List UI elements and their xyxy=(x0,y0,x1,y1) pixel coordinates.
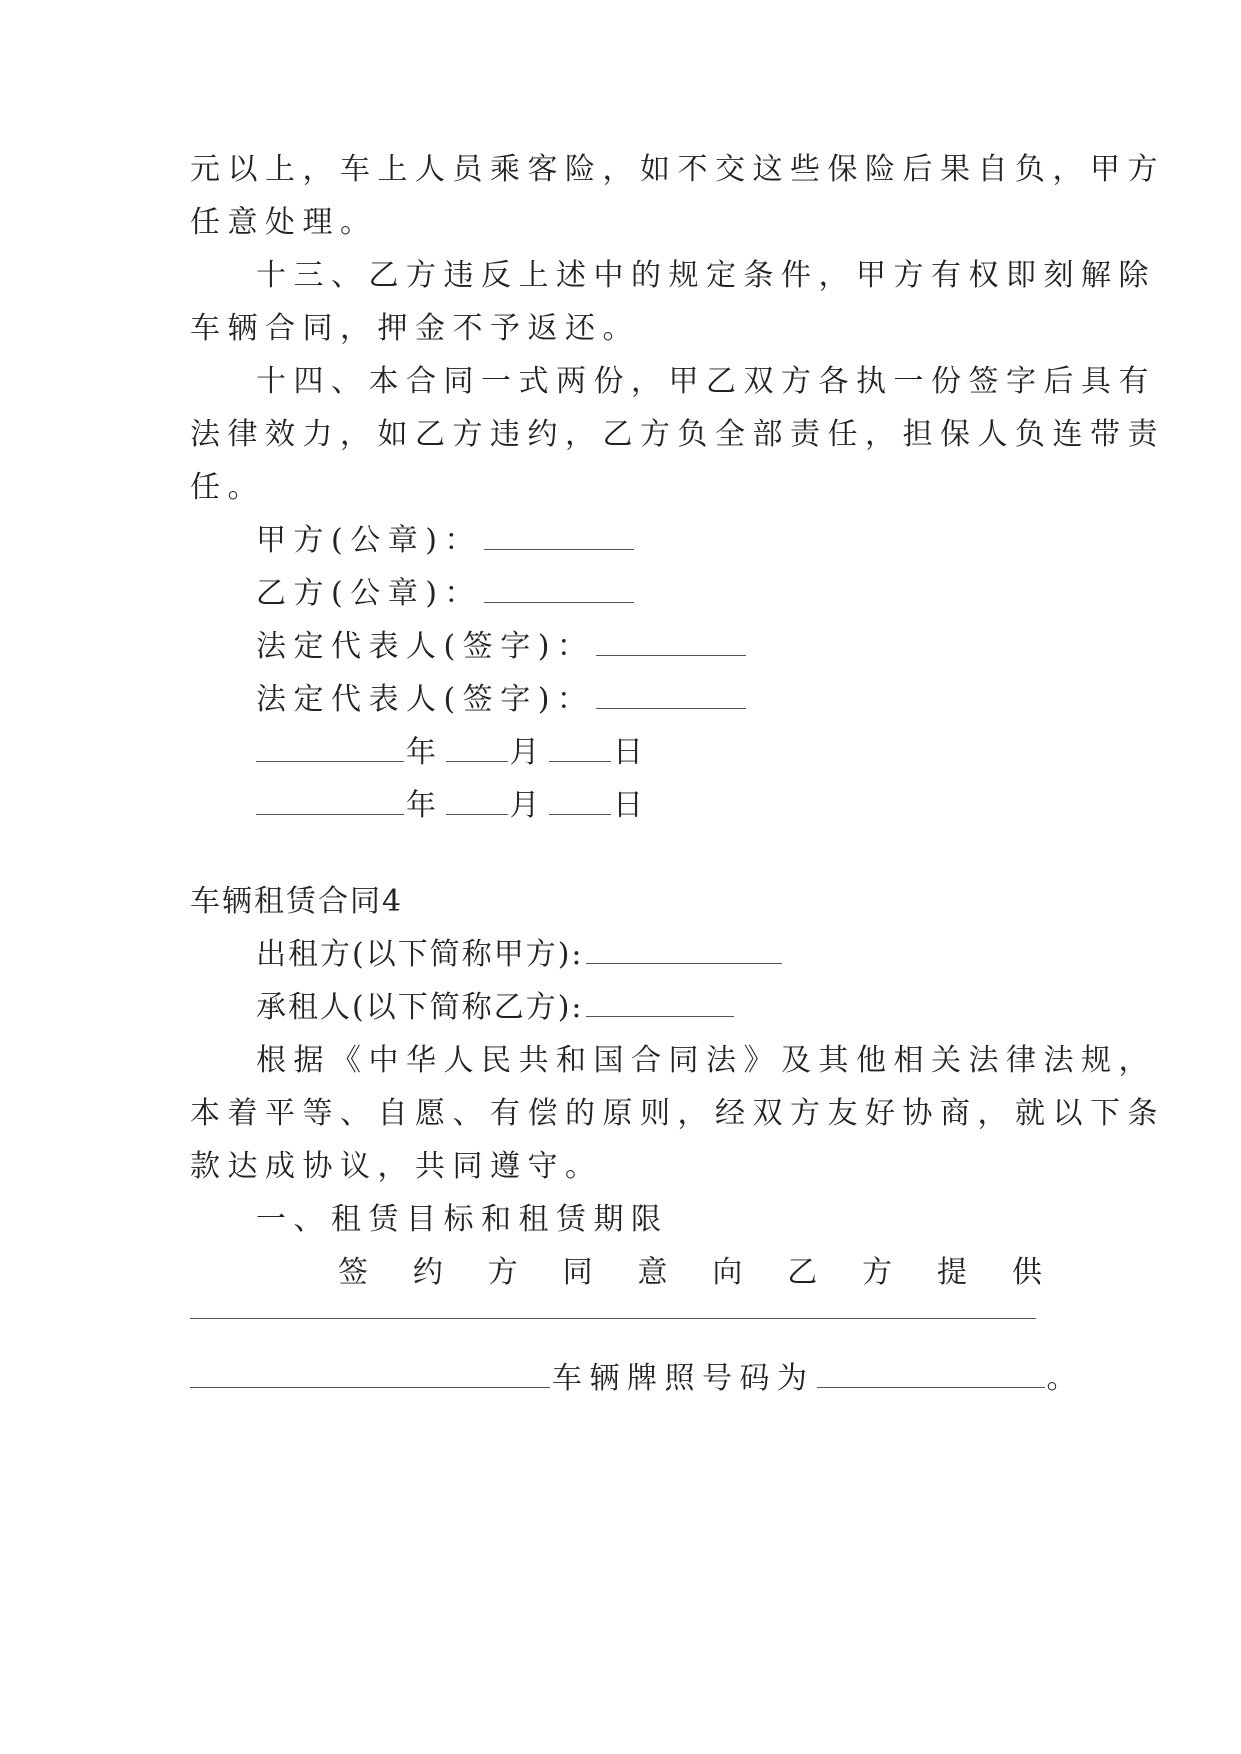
lessor-row xyxy=(256,935,784,975)
provide-char-3: 方 xyxy=(487,1255,518,1290)
rep-b-signature-blank[interactable] xyxy=(596,682,746,709)
clause-14-line-3: 任。 xyxy=(190,470,265,505)
clause-14-line-1: 十四、本合同一式两份，甲乙双方各执一份签字后具有 xyxy=(256,364,1156,399)
provide-char-6: 向 xyxy=(712,1255,743,1290)
rep-a-signature-blank[interactable] xyxy=(596,629,746,656)
rep-b-signature-row xyxy=(256,680,748,720)
section-1-heading: 一、租赁目标和租赁期限 xyxy=(256,1202,669,1237)
party-a-seal-row xyxy=(256,521,636,561)
plate-number-blank[interactable] xyxy=(817,1361,1045,1388)
party-b-seal-row xyxy=(256,574,636,614)
date-row-1 xyxy=(256,733,651,773)
provide-char-9: 提 xyxy=(937,1255,967,1290)
intro-line-1: 根据《中华人民共和国合同法》及其他相关法律法规， xyxy=(256,1043,1156,1078)
plate-row xyxy=(190,1359,1084,1399)
year-label-2: 年 xyxy=(406,788,444,823)
party-b-seal-blank[interactable] xyxy=(484,576,634,603)
day-label-2: 日 xyxy=(613,788,651,823)
month-label-2: 月 xyxy=(509,788,547,823)
year-blank-1[interactable] xyxy=(256,735,404,762)
lessee-label: 承租人(以下简称乙方): xyxy=(256,990,584,1025)
clause-13-line-2: 车辆合同，押金不予返还。 xyxy=(190,311,640,346)
provide-char-7: 乙 xyxy=(787,1255,818,1290)
provide-line xyxy=(338,1253,1042,1293)
month-blank-1[interactable] xyxy=(446,735,508,762)
day-blank-2[interactable] xyxy=(549,788,611,815)
lessor-blank[interactable] xyxy=(586,937,782,964)
year-label-1: 年 xyxy=(406,735,444,770)
rep-b-signature-label: 法定代表人(签字)： xyxy=(256,682,595,717)
rep-a-signature-row xyxy=(256,627,748,667)
intro-line-3: 款达成协议，共同遵守。 xyxy=(190,1149,603,1184)
paragraph-12-continued-line-2: 任意处理。 xyxy=(190,205,378,240)
party-b-seal-label: 乙方(公章)： xyxy=(256,576,482,611)
vehicle-description-blank[interactable] xyxy=(190,1318,1036,1319)
day-label-1: 日 xyxy=(613,735,651,770)
provide-char-1: 签 xyxy=(338,1255,368,1290)
month-blank-2[interactable] xyxy=(446,788,508,815)
provide-char-2: 约 xyxy=(412,1255,443,1290)
provide-char-8: 方 xyxy=(862,1255,893,1290)
party-a-seal-label: 甲方(公章)： xyxy=(256,523,482,558)
provide-char-10: 供 xyxy=(1011,1255,1042,1290)
month-label-1: 月 xyxy=(509,735,547,770)
clause-13-line-1: 十三、乙方违反上述中的规定条件，甲方有权即刻解除 xyxy=(256,258,1156,293)
lessee-blank[interactable] xyxy=(586,990,734,1017)
vehicle-model-blank[interactable] xyxy=(190,1361,550,1388)
day-blank-1[interactable] xyxy=(549,735,611,762)
plate-period: 。 xyxy=(1046,1361,1084,1396)
lessee-row xyxy=(256,988,736,1028)
provide-char-4: 同 xyxy=(562,1255,593,1290)
provide-char-5: 意 xyxy=(637,1255,668,1290)
lessor-label: 出租方(以下简称甲方): xyxy=(256,937,584,972)
plate-label: 车辆牌照号码为 xyxy=(552,1361,815,1396)
intro-line-2: 本着平等、自愿、有偿的原则，经双方友好协商，就以下条 xyxy=(190,1096,1165,1131)
party-a-seal-blank[interactable] xyxy=(484,523,634,550)
date-row-2 xyxy=(256,786,651,826)
rep-a-signature-label: 法定代表人(签字)： xyxy=(256,629,595,664)
year-blank-2[interactable] xyxy=(256,788,404,815)
contract-4-title: 车辆租赁合同4 xyxy=(190,884,404,919)
clause-14-line-2: 法律效力，如乙方违约，乙方负全部责任，担保人负连带责 xyxy=(190,417,1165,452)
paragraph-12-continued-line-1: 元以上，车上人员乘客险，如不交这些保险后果自负，甲方 xyxy=(190,152,1165,187)
